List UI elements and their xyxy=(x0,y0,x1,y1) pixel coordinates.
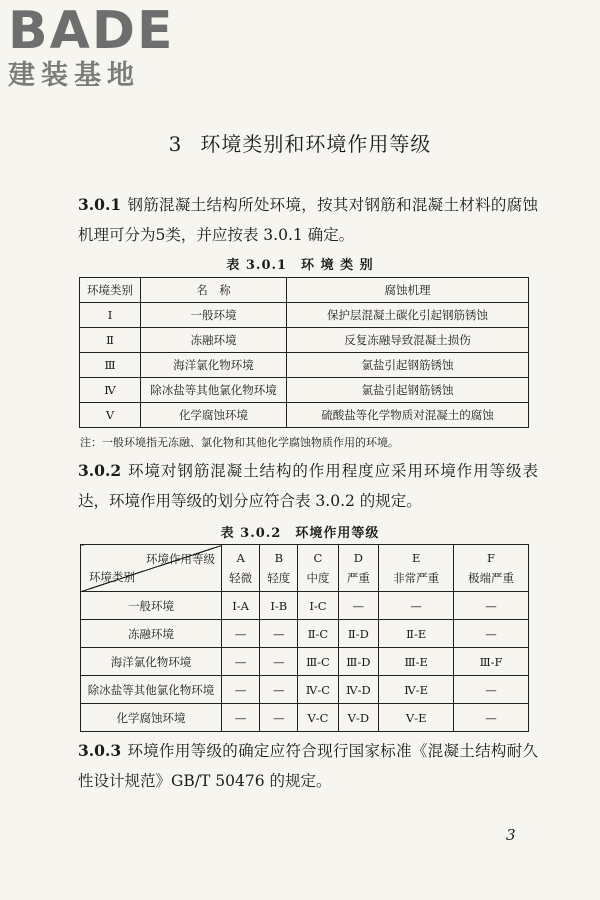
chapter-title-text: 环境类别和环境作用等级 xyxy=(200,132,432,156)
section-text: 环境对钢筋混凝土结构的作用程度应采用环境作用等级表达，环境作用等级的划分应符合表 3.0.2 的规定。 xyxy=(78,462,538,510)
table-cell: Ⅴ xyxy=(80,403,141,428)
grade-letter: F xyxy=(487,551,496,565)
table-cell: Ⅴ-C xyxy=(298,704,338,732)
table-cell: Ⅲ-D xyxy=(338,648,379,676)
table-cell: — xyxy=(260,704,298,732)
table-row xyxy=(80,303,529,328)
section-number: 3.0.1 xyxy=(78,195,122,214)
logo-wordmark: BADE xyxy=(8,1,175,61)
table-cell: 反复冻融导致混凝土损伤 xyxy=(287,328,529,353)
table-row xyxy=(81,676,529,704)
grade-desc: 严重 xyxy=(346,571,370,585)
grade-header-cell xyxy=(338,545,379,592)
table-row xyxy=(81,620,529,648)
section-3-0-1 xyxy=(78,190,538,250)
section-number: 3.0.2 xyxy=(78,461,122,480)
corner-bottom-label: 环境类别 xyxy=(89,570,135,584)
grade-header-cell xyxy=(379,545,454,592)
table-cell: — xyxy=(222,704,260,732)
table-cell: Ⅳ-C xyxy=(298,676,338,704)
table-cell: — xyxy=(222,620,260,648)
table-cell: Ⅲ-F xyxy=(454,648,529,676)
table-row xyxy=(80,353,529,378)
table-cell: — xyxy=(454,592,529,620)
table-cell: — xyxy=(338,592,379,620)
grade-letter: D xyxy=(353,551,363,565)
table-cell: — xyxy=(222,648,260,676)
table-cell: Ⅱ-D xyxy=(338,620,379,648)
brand-logo xyxy=(8,1,175,92)
table-cell: — xyxy=(222,676,260,704)
table-cell: Ⅱ xyxy=(80,328,141,353)
table-cell: Ⅲ-C xyxy=(298,648,338,676)
table-row xyxy=(80,403,529,428)
environment-action-grade-table xyxy=(80,544,529,732)
table-cell: Ⅳ-E xyxy=(379,676,454,704)
table-header-cell: 名 称 xyxy=(141,278,287,303)
grade-letter: B xyxy=(274,551,284,565)
table-cell: — xyxy=(454,620,529,648)
table-cell: Ⅴ-D xyxy=(338,704,379,732)
table-cell: 除冰盐等其他氯化物环境 xyxy=(141,378,287,403)
table-cell: 冻融环境 xyxy=(81,620,222,648)
chapter-number: 3 xyxy=(168,132,183,156)
table-row xyxy=(80,378,529,403)
logo-chinese-name: 建装基地 xyxy=(8,60,140,91)
grade-desc: 中度 xyxy=(306,571,330,585)
table-cell: 硫酸盐等化学物质对混凝土的腐蚀 xyxy=(287,403,529,428)
table-cell: Ⅲ xyxy=(80,353,141,378)
table-cell: 保护层混凝土碳化引起钢筋锈蚀 xyxy=(287,303,529,328)
chapter-title xyxy=(0,128,600,157)
section-text: 钢筋混凝土结构所处环境，按其对钢筋和混凝土材料的腐蚀机理可分为5类，并应按表 3.0.1 确定。 xyxy=(78,196,538,244)
table-cell: — xyxy=(454,676,529,704)
table-cell: 化学腐蚀环境 xyxy=(81,704,222,732)
grade-letter: E xyxy=(411,551,421,565)
table-cell: — xyxy=(260,620,298,648)
grade-desc: 非常严重 xyxy=(393,571,440,585)
environment-category-table xyxy=(79,277,529,428)
table-cell: Ⅳ xyxy=(80,378,141,403)
table-cell: Ⅱ-E xyxy=(379,620,454,648)
grade-header-cell xyxy=(260,545,298,592)
table-cell: 化学腐蚀环境 xyxy=(141,403,287,428)
table-row xyxy=(81,704,529,732)
table-cell: 海洋氯化物环境 xyxy=(81,648,222,676)
corner-top-label: 环境作用等级 xyxy=(146,552,215,566)
page-number: 3 xyxy=(506,826,516,844)
table-cell: 氯盐引起钢筋锈蚀 xyxy=(287,353,529,378)
table-cell: 海洋氯化物环境 xyxy=(141,353,287,378)
table-header-cell: 环境类别 xyxy=(80,278,141,303)
table-row xyxy=(81,648,529,676)
table-row xyxy=(81,592,529,620)
grade-desc: 极端严重 xyxy=(468,571,515,585)
table-cell: Ⅰ xyxy=(80,303,141,328)
table-cell: Ⅰ-A xyxy=(222,592,260,620)
diagonal-header-cell xyxy=(81,545,222,592)
section-3-0-2 xyxy=(78,456,538,516)
section-number: 3.0.3 xyxy=(78,741,122,760)
table-cell: 冻融环境 xyxy=(141,328,287,353)
table-cell: — xyxy=(260,648,298,676)
grade-letter: A xyxy=(236,551,245,565)
table-cell: — xyxy=(454,704,529,732)
table-header-row xyxy=(80,278,529,303)
table-cell: Ⅳ-D xyxy=(338,676,379,704)
section-3-0-3 xyxy=(78,736,538,796)
table2-caption: 表 3.0.2 环境作用等级 xyxy=(220,526,380,541)
table-row xyxy=(80,328,529,353)
table-cell: — xyxy=(260,676,298,704)
table1-note: 注：一般环境指无冻融、氯化物和其他化学腐蚀物质作用的环境。 xyxy=(80,436,399,449)
table-cell: 一般环境 xyxy=(81,592,222,620)
grade-desc: 轻度 xyxy=(267,571,291,585)
table-cell: Ⅰ-C xyxy=(298,592,338,620)
grade-desc: 轻微 xyxy=(229,571,253,585)
section-text: 环境作用等级的确定应符合现行国家标准《混凝土结构耐久性设计规范》GB/T 50476 的规定。 xyxy=(78,742,538,790)
grade-header-cell xyxy=(222,545,260,592)
table1-caption: 表 3.0.1 环 境 类 别 xyxy=(226,258,374,273)
table-cell: 除冰盐等其他氯化物环境 xyxy=(81,676,222,704)
table-cell: Ⅴ-E xyxy=(379,704,454,732)
grade-header-cell xyxy=(454,545,529,592)
grade-header-cell xyxy=(298,545,338,592)
table-cell: Ⅰ-B xyxy=(260,592,298,620)
table-cell: 氯盐引起钢筋锈蚀 xyxy=(287,378,529,403)
table-header-cell: 腐蚀机理 xyxy=(287,278,529,303)
table-header-row xyxy=(81,545,529,592)
table-cell: — xyxy=(379,592,454,620)
table-cell: Ⅲ-E xyxy=(379,648,454,676)
table-cell: Ⅱ-C xyxy=(298,620,338,648)
grade-letter: C xyxy=(313,551,323,565)
table-cell: 一般环境 xyxy=(141,303,287,328)
